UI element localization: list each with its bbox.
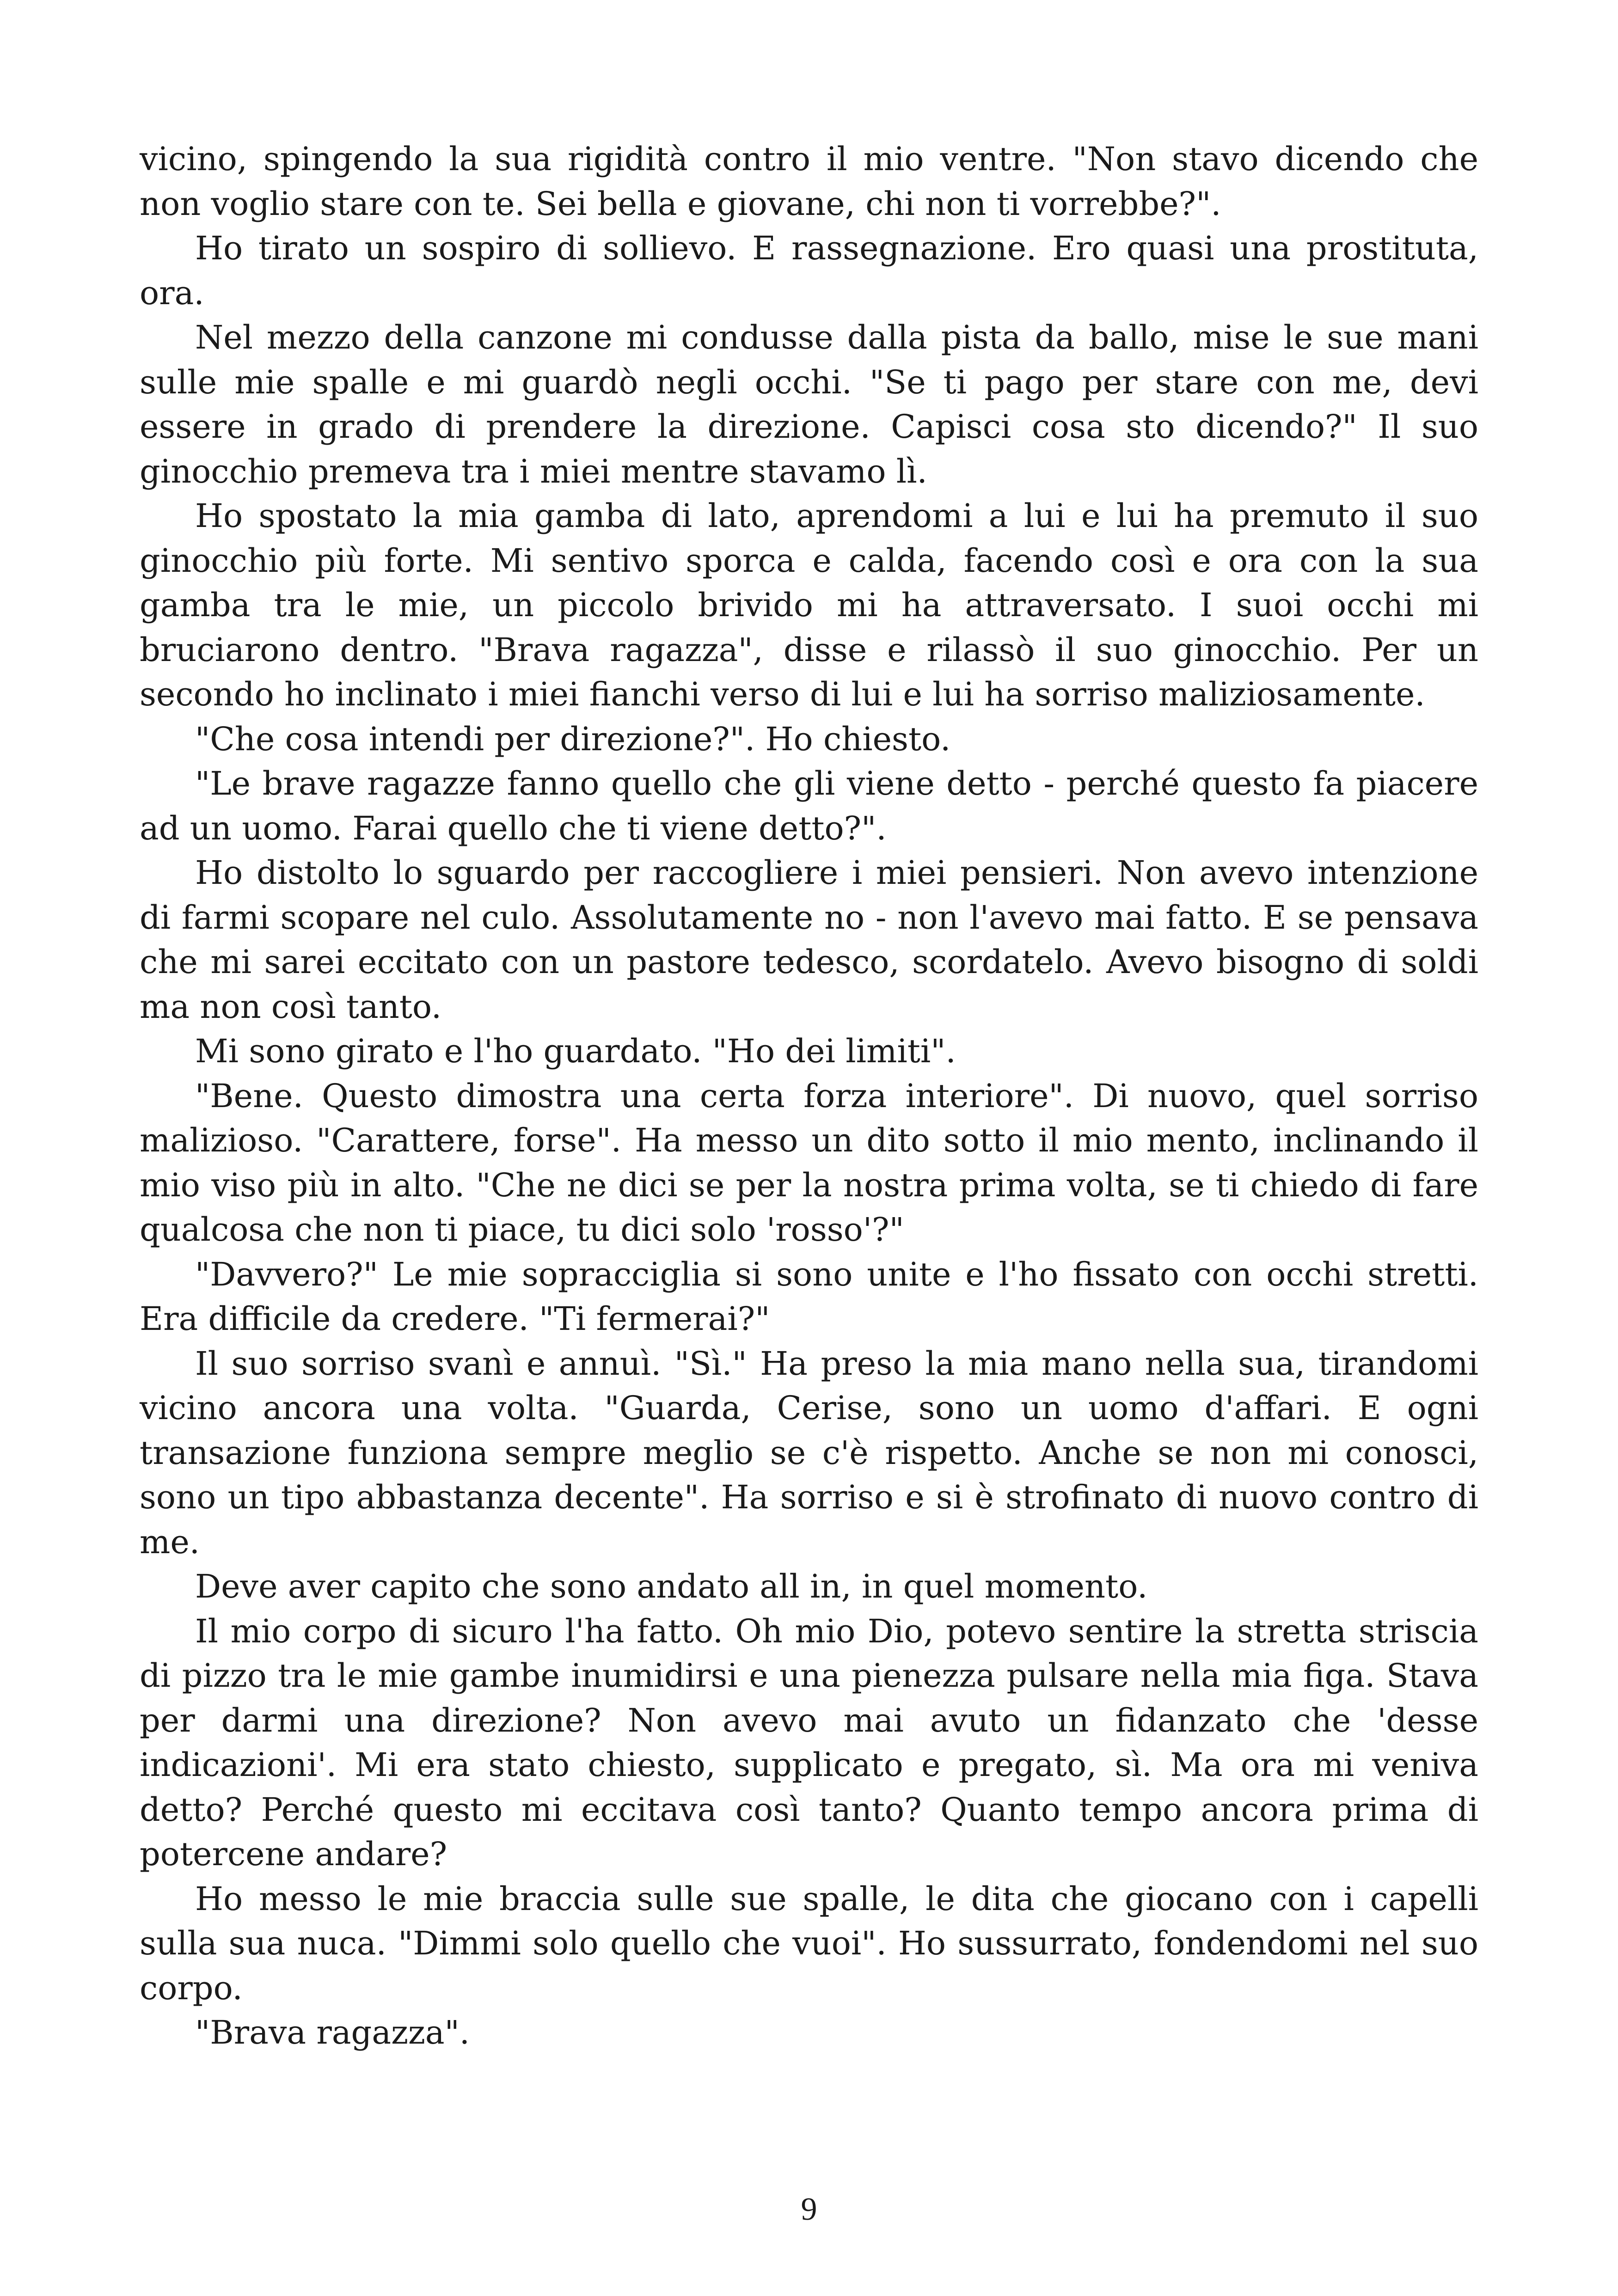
paragraph: Il mio corpo di sicuro l'ha fatto. Oh mio Dio, potevo sentire la stretta striscia di pizzo tra le mie gambe inumidirsi e una pienezza pulsare nella mia figa. Stava per darmi una direzione? Non avevo mai avuto un fidanzato che 'desse indicazioni'. Mi era stato chiesto, supplicato e pregato, sì. Ma ora mi veniva detto? Perché questo mi eccitava così tanto? Quanto tempo ancora prima di potercene andare? (140, 1612, 1478, 1873)
paragraph: Ho messo le mie braccia sulle sue spalle, le dita che giocano con i capelli sulla sua nuca. "Dimmi solo quello che vuoi". Ho sussurrato, fondendomi nel suo corpo. (140, 1880, 1478, 2007)
paragraph: "Bene. Questo dimostra una certa forza interiore". Di nuovo, quel sorriso malizioso. "Carattere, forse". Ha messo un dito sotto il mio mento, inclinando il mio viso più in alto. "Che ne dici se per la nostra prima volta, se ti chiedo di fare qualcosa che non ti piace, tu dici solo 'rosso'?" (140, 1077, 1478, 1249)
paragraph: Ho spostato la mia gamba di lato, aprendomi a lui e lui ha premuto il suo ginocchio più forte. Mi sentivo sporca e calda, facendo così e ora con la sua gamba tra le mie, un piccolo brivido mi ha attraversato. I suoi occhi mi bruciarono dentro. "Brava ragazza", disse e rilassò il suo ginocchio. Per un secondo ho inclinato i miei fianchi verso di lui e lui ha sorriso maliziosamente. (140, 497, 1478, 713)
paragraph: Deve aver capito che sono andato all in, in quel momento. (195, 1567, 1148, 1605)
page-body (140, 137, 1478, 2055)
paragraph: "Le brave ragazze fanno quello che gli viene detto - perché questo fa piacere ad un uomo. Farai quello che ti viene detto?". (140, 765, 1478, 847)
paragraph: Nel mezzo della canzone mi condusse dalla pista da ballo, mise le sue mani sulle mie spalle e mi guardò negli occhi. "Se ti pago per stare con me, devi essere in grado di prendere la direzione. Capisci cosa sto dicendo?" Il suo ginocchio premeva tra i miei mentre stavamo lì. (140, 318, 1478, 490)
paragraph: "Che cosa intendi per direzione?". Ho chiesto. (195, 720, 951, 758)
paragraph: vicino, spingendo la sua rigidità contro il mio ventre. "Non stavo dicendo che non voglio stare con te. Sei bella e giovane, chi non ti vorrebbe?". (140, 140, 1478, 223)
paragraph: Il suo sorriso svanì e annuì. "Sì." Ha preso la mia mano nella sua, tirandomi vicino ancora una volta. "Guarda, Cerise, sono un uomo d'affari. E ogni transazione funziona sempre meglio se c'è rispetto. Anche se non mi conosci, sono un tipo abbastanza decente". Ha sorriso e si è strofinato di nuovo contro di me. (140, 1344, 1478, 1561)
paragraph: "Davvero?" Le mie sopracciglia si sono unite e l'ho fissato con occhi stretti. Era difficile da credere. "Ti fermerai?" (140, 1255, 1478, 1338)
page-number: 9 (801, 2192, 817, 2227)
paragraph: Ho distolto lo sguardo per raccogliere i miei pensieri. Non avevo intenzione di farmi scopare nel culo. Assolutamente no - non l'avevo mai fatto. E se pensava che mi sarei eccitato con un pastore tedesco, scordatelo. Avevo bisogno di soldi ma non così tanto. (140, 854, 1478, 1026)
paragraph: Mi sono girato e l'ho guardato. "Ho dei limiti". (195, 1032, 956, 1070)
paragraph: Ho tirato un sospiro di sollievo. E rassegnazione. Ero quasi una prostituta, ora. (140, 229, 1478, 312)
paragraph: "Brava ragazza". (195, 2014, 470, 2051)
